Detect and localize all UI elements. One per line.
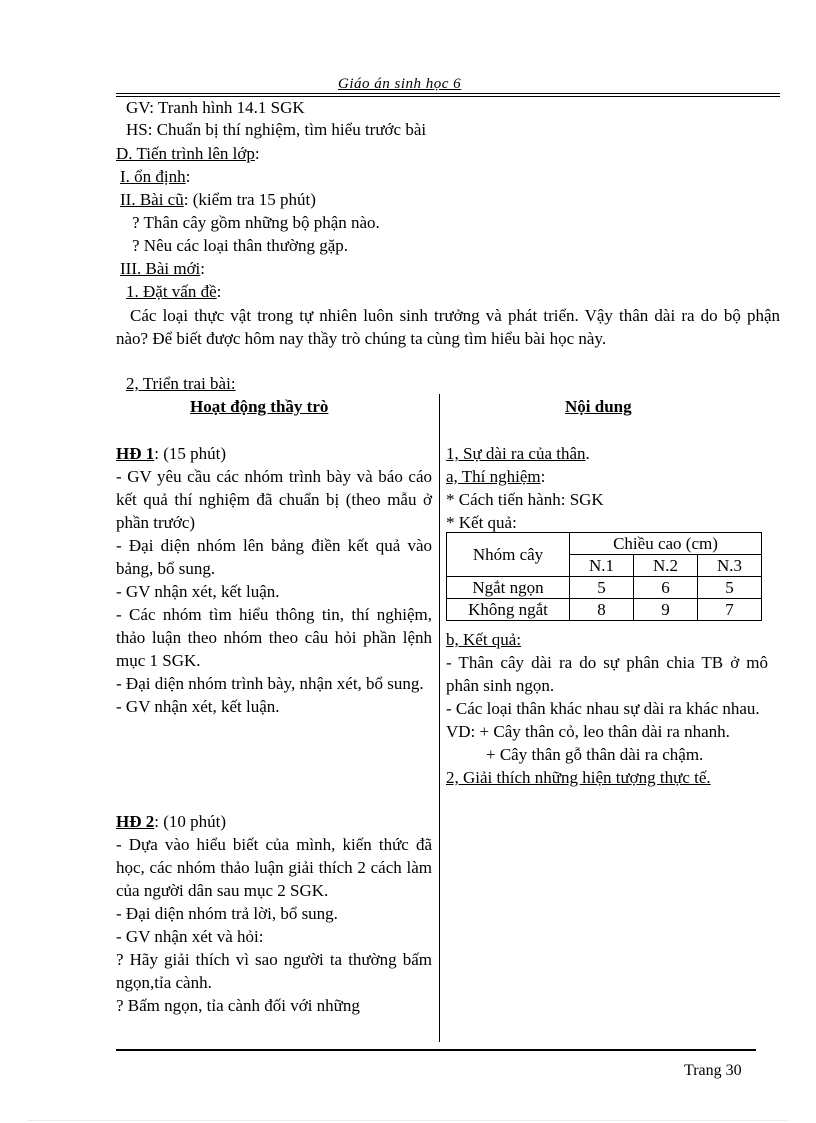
section-i-colon: : (185, 167, 191, 186)
section-iii-colon: : (200, 259, 206, 278)
conclusion-item: VD: + Cây thân cỏ, leo thân dài ra nhanh. (446, 722, 730, 741)
activity-2-item: ? Hãy giải thích vì sao người ta thường bấm ngọn,tỉa cành. (116, 950, 432, 992)
conclusion-heading: b, Kết quả: (446, 630, 522, 649)
conclusion-item: + Cây thân gỗ thân dài ra chậm. (486, 745, 704, 764)
table-row (447, 599, 762, 621)
activity-1-block (116, 442, 432, 718)
section-ii-rest: : (kiểm tra 15 phút) (183, 190, 316, 209)
activity-1-label: HĐ 1 (116, 444, 155, 463)
activity-2-item: - Dựa vào hiểu biết của mình, kiến thức đã học, các nhóm thảo luận giải thích 2 cách làm của người dân sau mục 2 SGK. (116, 835, 432, 900)
section-i-title: I. ổn định (120, 167, 186, 186)
section-2-heading: 2, Giải thích những hiện tượng thực tế. (446, 768, 711, 787)
table-column-header: N.1 (570, 555, 634, 577)
problem-statement-title: 1. Đặt vấn đề (126, 282, 217, 301)
page-bottom-border (28, 1120, 788, 1121)
teacher-materials: GV: Tranh hình 14.1 SGK (126, 98, 305, 117)
section-1-heading (446, 442, 768, 465)
procedure-line: * Cách tiến hành: SGK (446, 490, 604, 509)
review-question-2: ? Nêu các loại thân thường gặp. (132, 236, 348, 255)
activity-2-item: - Đại diện nhóm trả lời, bổ sung. (116, 904, 338, 923)
section-iii-title: III. Bài mới (120, 259, 201, 278)
section-ii-heading (120, 189, 316, 211)
activity-1-item: - Đại diện nhóm trình bày, nhận xét, bổ sung. (116, 674, 424, 693)
left-column-header: Hoạt động thầy trò (190, 397, 329, 416)
activity-2-label: HĐ 2 (116, 812, 155, 831)
student-preparation: HS: Chuẩn bị thí nghiệm, tìm hiểu trước bài (126, 120, 427, 139)
problem-statement-text: Các loại thực vật trong tự nhiên luôn sinh trưởng và phát triển. Vậy thân dài ra do bộ phận nào? Để biết được hôm nay thầy trò chúng ta cùng tìm hiểu bài học này. (116, 306, 780, 348)
section-d-colon: : (254, 144, 260, 163)
section-iii-heading (120, 258, 205, 280)
activity-1-heading (116, 442, 432, 465)
right-column-header: Nội dung (565, 397, 632, 416)
table-row (447, 577, 762, 599)
section-1-dot: . (585, 444, 590, 463)
lesson-development-heading: 2, Triển trai bài: (126, 374, 236, 393)
conclusion-item: - Các loại thân khác nhau sự dài ra khác nhau. (446, 699, 760, 718)
activity-1-item: - Đại diện nhóm lên bảng điền kết quả vào bảng, bổ sung. (116, 536, 432, 578)
problem-statement-colon: : (216, 282, 222, 301)
table-column-group-header: Chiều cao (cm) (570, 533, 762, 555)
table-cell: 6 (634, 577, 698, 599)
experiment-title: a, Thí nghiệm (446, 467, 541, 486)
problem-statement-heading (126, 281, 221, 303)
section-d-title: D. Tiến trình lên lớp (116, 144, 255, 163)
header-rule (116, 93, 780, 94)
table-cell: Không ngắt (447, 599, 570, 621)
experiment-results-table (446, 532, 762, 621)
table-cell: 8 (570, 599, 634, 621)
review-question-1: ? Thân cây gồm những bộ phận nào. (132, 213, 380, 232)
table-cell: 5 (570, 577, 634, 599)
activity-1-item: - GV nhận xét, kết luận. (116, 697, 280, 716)
activity-2-block (116, 810, 432, 1017)
activity-2-item: - GV nhận xét và hỏi: (116, 927, 264, 946)
activity-1-item: - Các nhóm tìm hiểu thông tin, thí nghiệm, thảo luận theo nhóm theo câu hỏi phần lệnh mục 1 SGK. (116, 605, 432, 670)
document-header-title: Giáo án sinh học 6 (338, 76, 462, 92)
footer-rule (116, 1049, 756, 1051)
table-row-header: Nhóm cây (447, 533, 570, 577)
experiment-colon: : (540, 467, 546, 486)
activity-2-heading (116, 810, 432, 833)
activity-2-time: : (10 phút) (154, 812, 227, 831)
table-cell: 5 (698, 577, 762, 599)
table-cell: 7 (698, 599, 762, 621)
table-cell: 9 (634, 599, 698, 621)
conclusion-item: - Thân cây dài ra do sự phân chia TB ở mô phân sinh ngọn. (446, 653, 768, 695)
section-ii-title: II. Bài cũ (120, 190, 184, 209)
content-part-1 (446, 442, 768, 534)
column-divider (439, 394, 440, 1042)
activity-1-time: : (15 phút) (154, 444, 227, 463)
table-column-header: N.2 (634, 555, 698, 577)
activity-1-item: - GV nhận xét, kết luận. (116, 582, 280, 601)
result-label: * Kết quả: (446, 513, 517, 532)
experiment-heading (446, 465, 768, 488)
section-1-title: 1, Sự dài ra của thân (446, 444, 586, 463)
activity-2-item: ? Bấm ngọn, tỉa cành đối với những (116, 996, 360, 1015)
page-number: Trang 30 (684, 1062, 742, 1079)
activity-1-item: - GV yêu cầu các nhóm trình bày và báo cáo kết quả thí nghiệm đã chuẩn bị (theo mẫu ở phần trước) (116, 467, 432, 532)
section-d-heading (116, 143, 260, 165)
table-cell: Ngắt ngọn (447, 577, 570, 599)
content-part-2 (446, 628, 768, 789)
section-i-heading (120, 166, 190, 188)
table-column-header: N.3 (698, 555, 762, 577)
